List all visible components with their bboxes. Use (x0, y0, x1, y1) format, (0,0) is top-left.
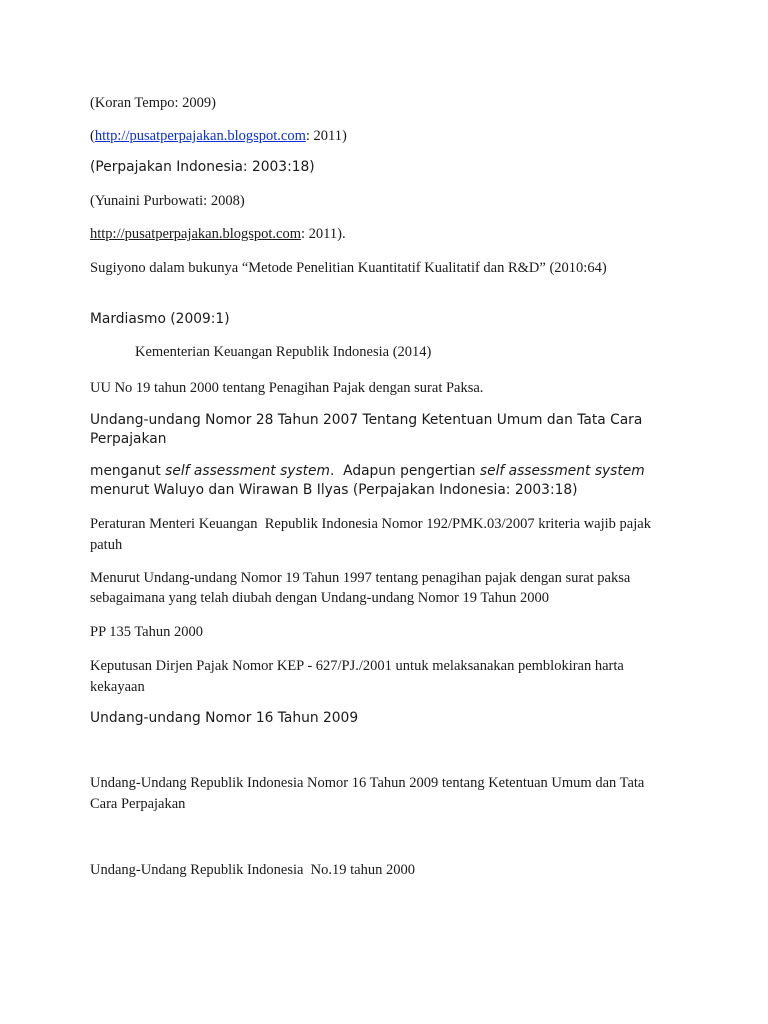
citation-yunaini: (Yunaini Purbowati: 2008) (90, 193, 245, 209)
citation-uu-28-2007-line1: Undang-undang Nomor 28 Tahun 2007 Tentang Ketentuan Umum dan Tata Cara (90, 412, 643, 428)
citation-uu-16-2009: Undang-undang Nomor 16 Tahun 2009 (90, 710, 359, 726)
citation-uu-19-2000: UU No 19 tahun 2000 tentang Penagihan Pajak dengan surat Paksa. (90, 380, 484, 396)
citation-blog-1-year: : 2011) (305, 128, 347, 144)
citation-blog-2 (90, 224, 690, 244)
citation-pp-135: PP 135 Tahun 2000 (90, 624, 203, 640)
citation-uu-ri-16-2009-line1: Undang-Undang Republik Indonesia Nomor 16 Tahun 2009 tentang Ketentuan Umum dan Tata (90, 775, 645, 791)
citation-perpajakan-indonesia: (Perpajakan Indonesia: 2003:18) (90, 159, 315, 175)
self-assessment-term-2: self assessment system (479, 463, 645, 479)
open-paren: ( (90, 128, 95, 144)
citation-sugiyono: Sugiyono dalam bukunya “Metode Penelitian Kuantitatif Kualitatif dan R&D” (2010:64) (90, 260, 607, 276)
citation-kep-dirjen-line1: Keputusan Dirjen Pajak Nomor KEP - 627/PJ./2001 untuk melaksanakan pemblokiran harta (90, 658, 624, 674)
blog-link-2[interactable]: http://pusatperpajakan.blogspot.com (90, 226, 302, 242)
text-adapun: . Adapun pengertian (329, 463, 480, 479)
citation-uu-28-2007-line2: Perpajakan (90, 431, 167, 447)
citation-blog-1 (90, 126, 690, 146)
citation-pmk-line1: Peraturan Menteri Keuangan Republik Indonesia Nomor 192/PMK.03/2007 kriteria wajib pajak (90, 516, 651, 532)
citation-mardiasmo: Mardiasmo (2009:1) (90, 311, 230, 327)
citation-kep-dirjen-line2: kekayaan (90, 679, 145, 695)
self-assessment-line1 (90, 462, 690, 481)
blog-link-1[interactable]: http://pusatperpajakan.blogspot.com (94, 128, 306, 144)
citation-koran-tempo: (Koran Tempo: 2009) (90, 95, 216, 111)
citation-uu-19-1997-line1: Menurut Undang-undang Nomor 19 Tahun 1997 tentang penagihan pajak dengan surat paksa (90, 570, 631, 586)
citation-kemenkeu: Kementerian Keuangan Republik Indonesia (2014) (135, 344, 432, 360)
citation-uu-ri-19-2000: Undang-Undang Republik Indonesia No.19 tahun 2000 (90, 862, 415, 878)
citation-pmk-line2: patuh (90, 537, 123, 553)
text-menganut: menganut (90, 463, 166, 479)
citation-uu-19-1997-line2: sebagaimana yang telah diubah dengan Undang-undang Nomor 19 Tahun 2000 (90, 590, 549, 606)
self-assessment-term-1: self assessment system (165, 463, 330, 479)
citation-uu-ri-16-2009-line2: Cara Perpajakan (90, 796, 186, 812)
citation-blog-2-year: : 2011). (301, 226, 346, 242)
self-assessment-line2: menurut Waluyo dan Wirawan B Ilyas (Perpajakan Indonesia: 2003:18) (90, 482, 578, 498)
